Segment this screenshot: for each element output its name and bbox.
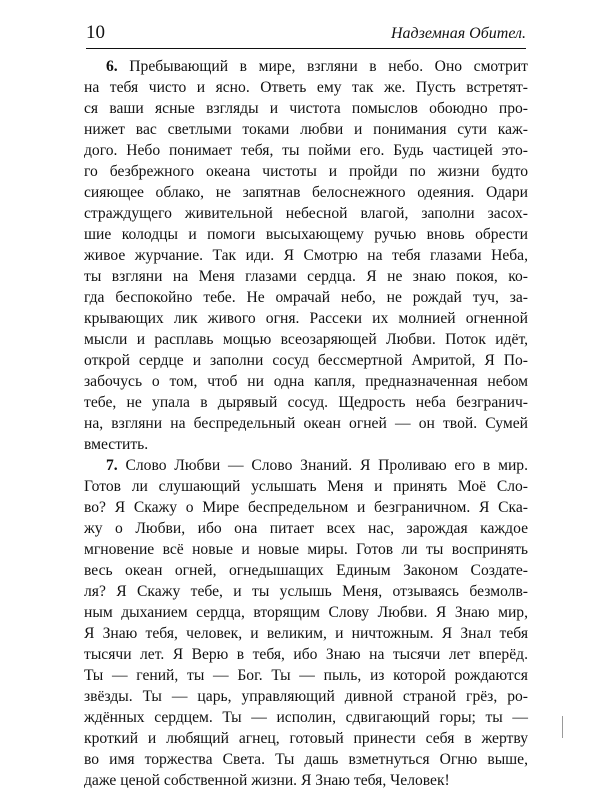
body-text <box>84 56 528 791</box>
text-line: Готов ли слушающий услышать Меня и принять Моё Сло- <box>84 478 528 495</box>
scan-margin-mark <box>562 716 563 738</box>
text-line: мгновение всё новые и новые миры. Готов ли ты воспринять <box>84 541 528 558</box>
text-line: 7. Слово Любви — Слово Знаний. Я Проливаю его в мир. <box>106 457 528 474</box>
text-line: кроткий и любящий агнец, готовый принести себя в жертву <box>84 730 528 747</box>
text-line: ля? Я Скажу тебе, и ты услышь Меня, отзываясь безмолв- <box>84 583 528 600</box>
text-line: сияющее облако, не запятнав белоснежного одеяния. Одари <box>84 184 528 201</box>
text-line: Ты — гений, ты — Бог. Ты — пыль, из которой рождаются <box>84 667 528 684</box>
text-line: ждённых сердцем. Ты — исполин, сдвигающий горы; ты — <box>84 709 528 726</box>
header-rule <box>86 48 526 49</box>
text-line: ты взгляни на Меня глазами сердца. Я не знаю покоя, ко- <box>84 268 528 285</box>
paragraph-6 <box>84 56 528 455</box>
text-line: звёзды. Ты — царь, управляющий дивной страной грёз, ро- <box>84 688 528 705</box>
text-line: дого. Небо понимает тебя, ты пойми его. Будь частицей это- <box>84 142 528 159</box>
text-line: нижет вас светлыми токами любви и понимания сути каж- <box>84 121 528 138</box>
text-line: мысли и расплавь мощью всеозаряющей Любви. Поток идёт, <box>84 331 528 348</box>
text-line: ным дыханием сердца, вторящим Слову Любви. Я Знаю мир, <box>84 604 528 621</box>
text-line: го безбрежного океана чистоты и пройди по жизни будто <box>84 163 528 180</box>
text-line: жу о Любви, ибо она питает всех нас, зарождая каждое <box>84 520 528 537</box>
text-line: гда беспокойно тебе. Не омрачай небо, не рождай туч, за- <box>84 289 528 306</box>
text-line: во имя торжества Света. Ты дашь взметнуться Огню выше, <box>84 751 528 768</box>
text-line: Я Знаю тебя, человек, и великим, и ничтожным. Я Знал тебя <box>84 625 528 642</box>
text-line: живое журчание. Так иди. Я Смотрю на тебя глазами Неба, <box>84 247 528 264</box>
paragraph-number: 6. <box>106 58 118 75</box>
text-line: даже ценой собственной жизни. Я Знаю тебя, Человек! <box>84 772 450 789</box>
text-line: 6. Пребывающий в мире, взгляни в небо. Оно смотрит <box>106 58 528 75</box>
text-line: на, взгляни на беспредельный океан огней — он твой. Сумей <box>84 415 528 432</box>
text-line: тебе, не упала в дырявый сосуд. Щедрость неба безгранич- <box>84 394 528 411</box>
text-line: шие колодцы и помоги высыхающему ручью вновь обрести <box>84 226 528 243</box>
text-line: тысячи лет. Я Верю в тебя, ибо Знаю на тысячи лет вперёд. <box>84 646 528 663</box>
text-line: весь океан огней, огнедышащих Единым Законом Создате- <box>84 562 528 579</box>
text-line: ся ваши ясные взгляды и чистота помыслов обоюдно про- <box>84 100 528 117</box>
text-line: крывающих лик живого огня. Рассеки их молнией огненной <box>84 310 528 327</box>
text-line: открой сердце и заполни сосуд бессмертной Амритой, Я По- <box>84 352 528 369</box>
text-line: страждущего живительной небесной влагой, заполни засох- <box>84 205 528 222</box>
text-line: вместить. <box>84 436 149 453</box>
text-line: во? Я Скажу о Мире беспредельном и безграничном. Я Ска- <box>84 499 528 516</box>
page-header <box>86 22 526 48</box>
page-number: 10 <box>86 22 105 43</box>
text-line: забочусь о том, чтоб ни одна капля, предназначенная небом <box>84 373 528 390</box>
text-line: на тебя чисто и ясно. Ответь ему так же. Пусть встретят- <box>84 79 528 96</box>
paragraph-number: 7. <box>106 457 118 474</box>
paragraph-7 <box>84 455 528 791</box>
running-title: Надземная Обител. <box>390 25 526 42</box>
